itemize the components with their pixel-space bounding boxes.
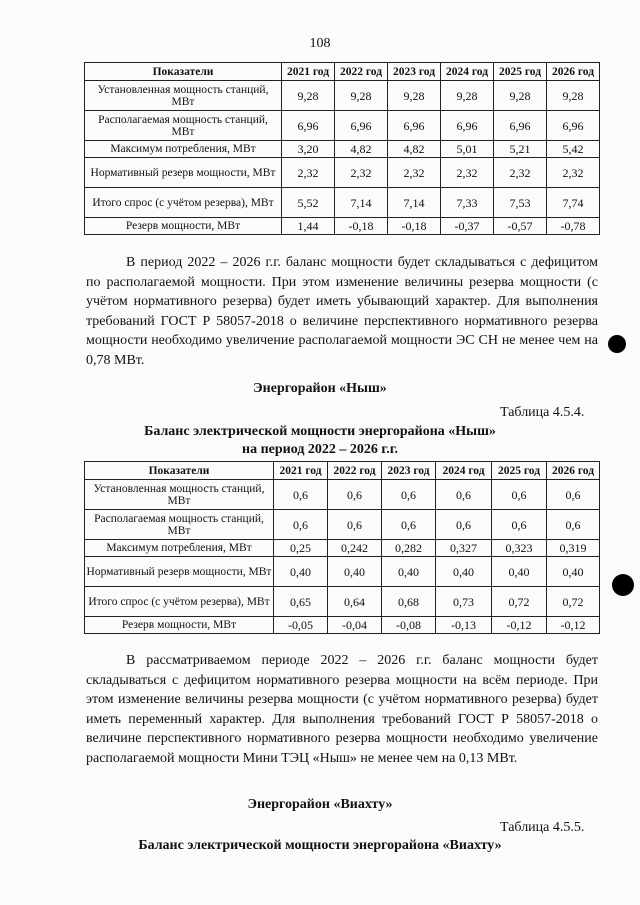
table-number-label: Таблица 4.5.4. bbox=[500, 405, 585, 420]
table-cell: 6,96 bbox=[441, 111, 494, 141]
table-cell: 0,6 bbox=[436, 510, 492, 540]
table-cell: 7,14 bbox=[335, 188, 388, 218]
table-cell: 5,01 bbox=[441, 141, 494, 158]
header-year: 2026 год bbox=[547, 462, 600, 480]
header-year: 2021 год bbox=[282, 63, 335, 81]
row-label: Резерв мощности, МВт bbox=[85, 218, 282, 235]
table-cell: 0,65 bbox=[274, 587, 328, 617]
table-cell: 0,6 bbox=[274, 510, 328, 540]
table-cell: 0,25 bbox=[274, 540, 328, 557]
ink-blot-mark bbox=[608, 335, 626, 353]
table-row bbox=[85, 617, 600, 634]
header-year: 2022 год bbox=[328, 462, 382, 480]
section-heading-nysh: Энергорайон «Ныш» bbox=[253, 381, 387, 396]
table-row bbox=[85, 557, 600, 587]
table-cell: 6,96 bbox=[547, 111, 600, 141]
paragraph-text: В период 2022 – 2026 г.г. баланс мощности будет складываться с дефицитом по располагаемой мощности. При этом изменение величины резерва мощности (с учётом нормативного резерва) будет иметь убывающий характер. Для выполнения требований ГОСТ Р 58057-2018 о величине перспективного нормативного резерва мощности необходимо увеличение располагаемой мощности ЭС СН не менее чем на 0,78 МВт. bbox=[86, 255, 598, 368]
table-cell: -0,57 bbox=[494, 218, 547, 235]
table-cell: -0,37 bbox=[441, 218, 494, 235]
row-label: Располагаемая мощность станций, МВт bbox=[85, 111, 282, 141]
table-cell: 0,319 bbox=[547, 540, 600, 557]
table-cell: 6,96 bbox=[494, 111, 547, 141]
header-year: 2025 год bbox=[494, 63, 547, 81]
table-cell: 9,28 bbox=[494, 81, 547, 111]
table-cell: -0,18 bbox=[388, 218, 441, 235]
table-row bbox=[85, 158, 600, 188]
table-cell: 4,82 bbox=[388, 141, 441, 158]
header-indicators: Показатели bbox=[85, 462, 274, 480]
row-label: Нормативный резерв мощности, МВт bbox=[85, 158, 282, 188]
table-cell: 0,6 bbox=[382, 480, 436, 510]
row-label: Максимум потребления, МВт bbox=[85, 540, 274, 557]
table-cell: 4,82 bbox=[335, 141, 388, 158]
table-cell: -0,12 bbox=[547, 617, 600, 634]
table-cell: 9,28 bbox=[547, 81, 600, 111]
header-year: 2021 год bbox=[274, 462, 328, 480]
table-cell: 6,96 bbox=[282, 111, 335, 141]
table-cell: 7,14 bbox=[388, 188, 441, 218]
table-cell: 9,28 bbox=[282, 81, 335, 111]
table-cell: 5,21 bbox=[494, 141, 547, 158]
ink-blot-mark bbox=[612, 574, 634, 596]
paragraph-text: В рассматриваемом периоде 2022 – 2026 г.г. баланс мощности будет складываться с дефицитом нормативного резерва мощности на всём периоде. При этом изменение величины резерва мощности (с учётом нормативного резерва) будет иметь переменный характер. Для выполнения требований ГОСТ Р 58057-2018 о величине перспективного нормативного резерва мощности необходимо увеличение располагаемой мощности Мини ТЭЦ «Ныш» не менее чем на 0,13 МВт. bbox=[86, 653, 598, 766]
row-label: Нормативный резерв мощности, МВт bbox=[85, 557, 274, 587]
table-cell: 9,28 bbox=[441, 81, 494, 111]
table-row bbox=[85, 81, 600, 111]
table-cell: 0,6 bbox=[492, 480, 547, 510]
table-cell: 6,96 bbox=[335, 111, 388, 141]
row-label: Итого спрос (с учётом резерва), МВт bbox=[85, 188, 282, 218]
table-cell: 2,32 bbox=[335, 158, 388, 188]
table-cell: 0,327 bbox=[436, 540, 492, 557]
row-label: Резерв мощности, МВт bbox=[85, 617, 274, 634]
table-cell: 7,53 bbox=[494, 188, 547, 218]
table-cell: 0,64 bbox=[328, 587, 382, 617]
table-cell: 2,32 bbox=[388, 158, 441, 188]
header-year: 2024 год bbox=[441, 63, 494, 81]
table-cell: -0,13 bbox=[436, 617, 492, 634]
table-cell: -0,05 bbox=[274, 617, 328, 634]
table-cell: 0,40 bbox=[492, 557, 547, 587]
header-year: 2023 год bbox=[388, 63, 441, 81]
table-header-row bbox=[85, 63, 600, 81]
row-label: Установленная мощность станций, МВт bbox=[85, 81, 282, 111]
table-cell: 5,42 bbox=[547, 141, 600, 158]
table-cell: 0,6 bbox=[328, 510, 382, 540]
table-cell: -0,18 bbox=[335, 218, 388, 235]
table-cell: 0,6 bbox=[547, 480, 600, 510]
table-row bbox=[85, 480, 600, 510]
table-cell: 2,32 bbox=[494, 158, 547, 188]
row-label: Итого спрос (с учётом резерва), МВт bbox=[85, 587, 274, 617]
table-row bbox=[85, 188, 600, 218]
header-year: 2024 год bbox=[436, 462, 492, 480]
table-cell: 0,6 bbox=[547, 510, 600, 540]
paragraph-nysh-summary bbox=[86, 651, 598, 769]
table-cell: 0,6 bbox=[382, 510, 436, 540]
header-year: 2023 год bbox=[382, 462, 436, 480]
power-balance-table-1 bbox=[84, 62, 600, 235]
table-cell: 0,72 bbox=[492, 587, 547, 617]
table-cell: 2,32 bbox=[441, 158, 494, 188]
table-cell: 0,242 bbox=[328, 540, 382, 557]
table-cell: 0,40 bbox=[436, 557, 492, 587]
table-cell: 3,20 bbox=[282, 141, 335, 158]
table-title: Баланс электрической мощности энергорайона «Виахту» bbox=[138, 838, 502, 853]
row-label: Максимум потребления, МВт bbox=[85, 141, 282, 158]
table-cell: -0,08 bbox=[382, 617, 436, 634]
row-label: Установленная мощность станций, МВт bbox=[85, 480, 274, 510]
table-cell: 9,28 bbox=[335, 81, 388, 111]
table-title: Баланс электрической мощности энергорайона «Ныш» bbox=[144, 424, 496, 439]
table-row bbox=[85, 510, 600, 540]
table-cell: 7,33 bbox=[441, 188, 494, 218]
table-row bbox=[85, 587, 600, 617]
table-cell: 0,6 bbox=[274, 480, 328, 510]
table-cell: 2,32 bbox=[282, 158, 335, 188]
paragraph-deficit-summary bbox=[86, 253, 598, 371]
page-number: 108 bbox=[309, 36, 331, 51]
table-cell: 0,73 bbox=[436, 587, 492, 617]
table-row bbox=[85, 540, 600, 557]
table-header-row bbox=[85, 462, 600, 480]
table-cell: 7,74 bbox=[547, 188, 600, 218]
table-row bbox=[85, 218, 600, 235]
table-cell: 5,52 bbox=[282, 188, 335, 218]
header-year: 2022 год bbox=[335, 63, 388, 81]
table-cell: 0,6 bbox=[436, 480, 492, 510]
table-cell: 0,6 bbox=[492, 510, 547, 540]
table-cell: 0,68 bbox=[382, 587, 436, 617]
section-heading-viakhtu: Энергорайон «Виахту» bbox=[247, 797, 393, 812]
table-cell: -0,78 bbox=[547, 218, 600, 235]
table-cell: 0,40 bbox=[274, 557, 328, 587]
table-cell: -0,12 bbox=[492, 617, 547, 634]
table-row bbox=[85, 141, 600, 158]
power-balance-table-nysh bbox=[84, 461, 600, 634]
table-cell: 0,40 bbox=[328, 557, 382, 587]
table-cell: 6,96 bbox=[388, 111, 441, 141]
table-cell: 0,323 bbox=[492, 540, 547, 557]
table-cell: 0,6 bbox=[328, 480, 382, 510]
row-label: Располагаемая мощность станций, МВт bbox=[85, 510, 274, 540]
table-cell: 0,40 bbox=[547, 557, 600, 587]
table-cell: 0,40 bbox=[382, 557, 436, 587]
table-title-period: на период 2022 – 2026 г.г. bbox=[242, 442, 398, 457]
table-cell: 9,28 bbox=[388, 81, 441, 111]
table-number-label: Таблица 4.5.5. bbox=[500, 820, 585, 835]
header-year: 2025 год bbox=[492, 462, 547, 480]
table-cell: 2,32 bbox=[547, 158, 600, 188]
table-cell: 0,72 bbox=[547, 587, 600, 617]
table-cell: 0,282 bbox=[382, 540, 436, 557]
table-cell: -0,04 bbox=[328, 617, 382, 634]
header-indicators: Показатели bbox=[85, 63, 282, 81]
table-row bbox=[85, 111, 600, 141]
table-cell: 1,44 bbox=[282, 218, 335, 235]
header-year: 2026 год bbox=[547, 63, 600, 81]
